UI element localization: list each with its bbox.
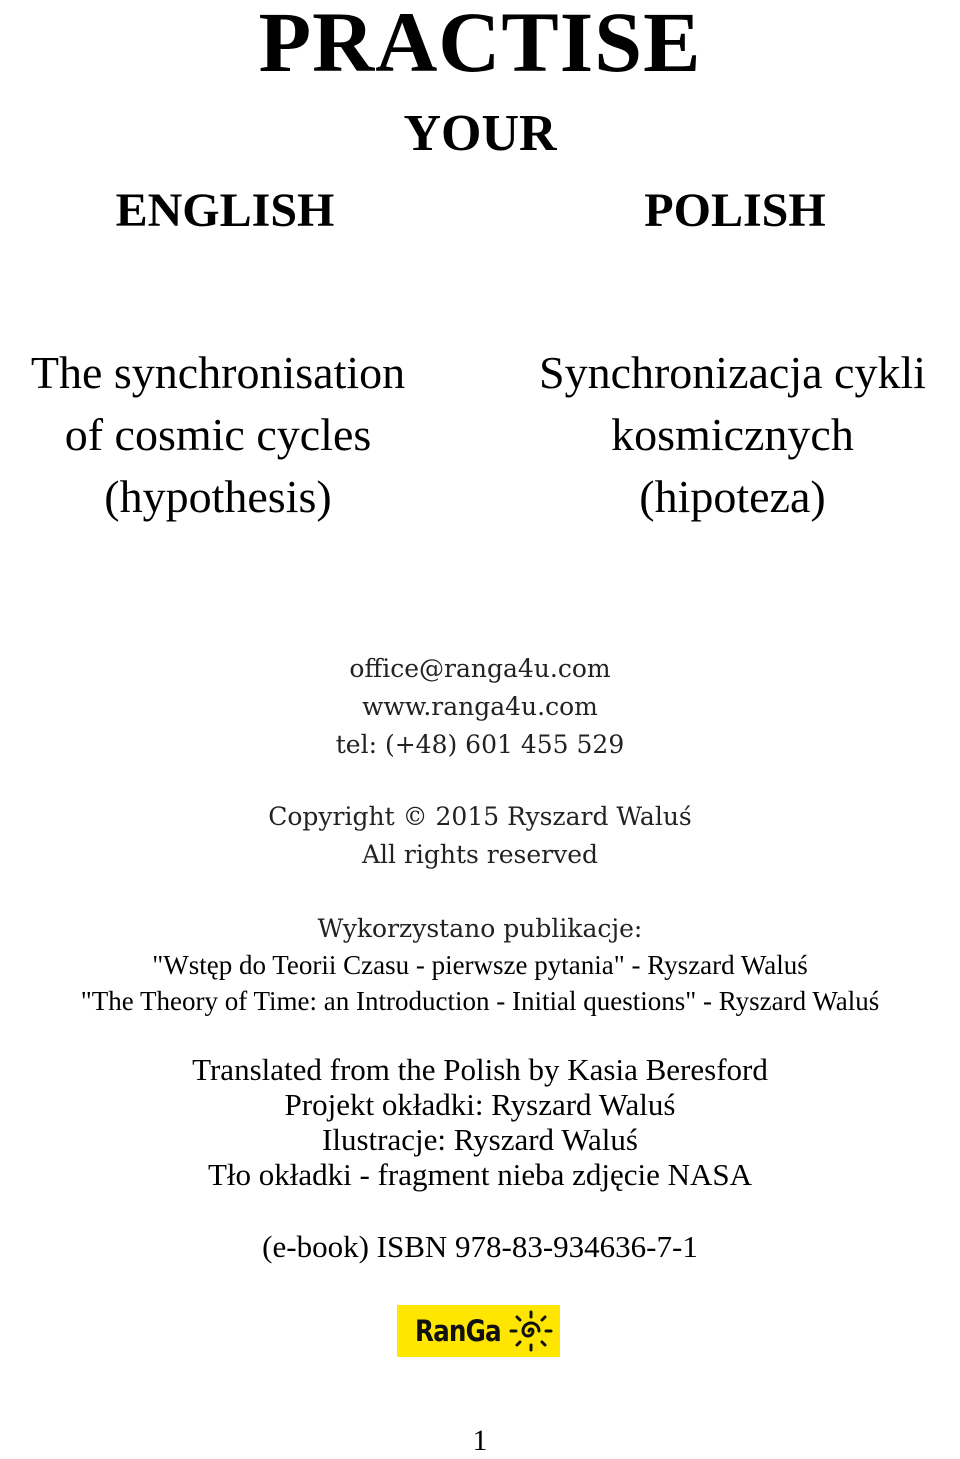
ranga-logo <box>397 1305 560 1357</box>
cover-background-credit: Tło okładki - fragment nieba zdjęcie NASA <box>207 1157 753 1192</box>
copyright-line: Copyright © 2015 Ryszard Waluś <box>268 802 692 831</box>
illustrations-credit: Ilustracje: Ryszard Waluś <box>322 1122 638 1157</box>
translation-credit: Translated from the Polish by Kasia Beresford <box>192 1052 768 1087</box>
subtitle-polish-line3: (hipoteza) <box>639 471 826 522</box>
publication-polish: "Wstęp do Teorii Czasu - pierwsze pytania" - Ryszard Waluś <box>152 950 808 980</box>
rights-reserved: All rights reserved <box>361 840 599 869</box>
publication-english: "The Theory of Time: an Introduction - Initial questions" - Ryszard Waluś <box>80 986 880 1016</box>
subtitle-english <box>0 342 436 528</box>
contact-website: www.ranga4u.com <box>362 692 598 721</box>
isbn: (e-book) ISBN 978-83-934636-7-1 <box>262 1229 698 1264</box>
contact-email: office@ranga4u.com <box>349 654 611 683</box>
title-practise: PRACTISE <box>258 0 702 90</box>
page-number: 1 <box>472 1424 488 1457</box>
contact-phone: tel: (+48) 601 455 529 <box>335 730 625 759</box>
sun-spiral-icon <box>508 1309 554 1353</box>
subtitle-english-line3: (hypothesis) <box>104 471 332 522</box>
subtitle-polish-line1: Synchronizacja cykli <box>538 347 927 398</box>
publications-label: Wykorzystano publikacje: <box>317 914 643 943</box>
cover-design-credit: Projekt okładki: Ryszard Waluś <box>284 1087 676 1122</box>
logo-text: RanGa <box>415 1314 501 1348</box>
language-english: ENGLISH <box>115 184 335 237</box>
language-polish: POLISH <box>644 184 826 237</box>
title-your: YOUR <box>403 105 557 162</box>
subtitle-english-line1: The synchronisation <box>30 347 406 398</box>
subtitle-english-line2: of cosmic cycles <box>64 409 372 460</box>
subtitle-polish <box>505 342 960 528</box>
subtitle-polish-line2: kosmicznych <box>611 409 854 460</box>
